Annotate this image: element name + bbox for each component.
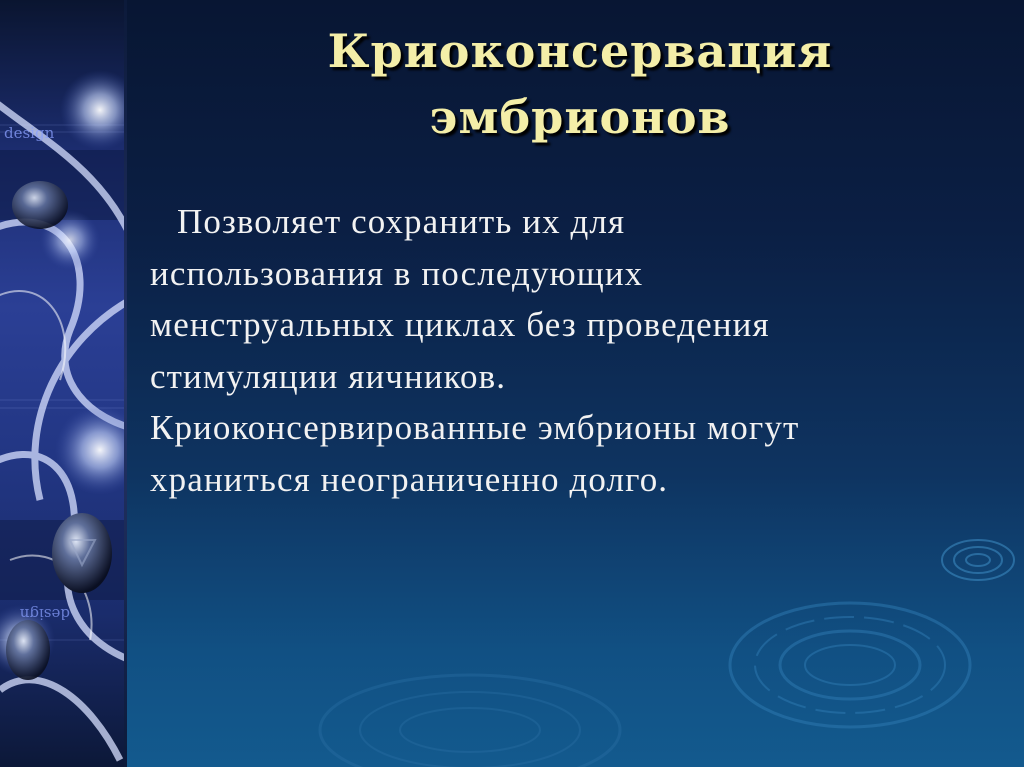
body-line: Позволяет сохранить их для xyxy=(177,202,626,241)
body-line: менструальных циклах без проведения xyxy=(150,305,770,344)
body-line: использования в последующих xyxy=(150,253,644,293)
strip-divider xyxy=(124,0,127,767)
abstract-design-graphic xyxy=(0,0,124,767)
title-line: эмбрионов xyxy=(429,90,731,144)
body-paragraph xyxy=(150,196,1010,505)
slide-title xyxy=(150,18,1010,150)
decorative-side-strip xyxy=(0,0,124,767)
body-line: Криоконсервированные эмбрионы могут xyxy=(150,408,800,447)
body-line: стимуляции яичников. xyxy=(150,356,507,396)
design-text-mirrored: design xyxy=(19,605,70,623)
design-text: design xyxy=(4,124,55,142)
body-line: храниться неограниченно долго. xyxy=(150,459,669,499)
title-line: Криоконсервация xyxy=(327,24,833,78)
